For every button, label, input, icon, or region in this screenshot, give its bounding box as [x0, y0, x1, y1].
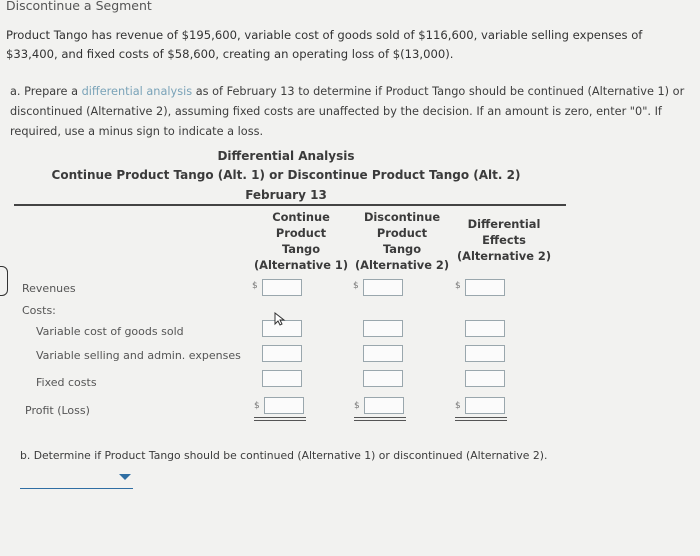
chevron-down-icon	[119, 474, 131, 480]
col1-line1: Continue	[272, 210, 330, 224]
input-vcogs-alt2[interactable]	[363, 320, 403, 337]
part-b-instructions: b. Determine if Product Tango should be continued (Alternative 1) or discontinued (Alternative 2).	[20, 449, 548, 462]
dollar-sign: $	[252, 281, 258, 291]
input-profit-alt2[interactable]	[364, 397, 404, 414]
analysis-title: Differential Analysis	[217, 149, 355, 163]
analysis-subtitle: Continue Product Tango (Alt. 1) or Discontinue Product Tango (Alt. 2)	[51, 168, 521, 182]
row-label-variable-cogs: Variable cost of goods sold	[36, 325, 184, 338]
col2-line1: Discontinue	[363, 210, 441, 224]
input-profit-alt1[interactable]	[264, 397, 304, 414]
double-underline	[455, 417, 507, 418]
header-rule	[14, 204, 566, 206]
mouse-cursor-icon	[274, 312, 286, 326]
col1-line4: (Alternative 1)	[253, 258, 349, 272]
col1-line3: Tango	[281, 242, 321, 256]
part-a-prefix: a. Prepare a	[10, 85, 82, 98]
input-fixed-alt1[interactable]	[262, 370, 302, 387]
part-a-suffix: as of February 13 to determine if Product Tango should be continued (Alternative 1) or discontinued (Alternative 2), assuming fixed costs are unaffected by the decision. If an amount is zero, enter "0". If required, use a minus sign to indicate a loss.	[10, 85, 685, 138]
column-header-differential	[452, 216, 556, 264]
differential-analysis-link[interactable]: differential analysis	[81, 85, 193, 98]
decision-dropdown[interactable]	[20, 470, 133, 489]
input-revenues-diff[interactable]	[465, 279, 505, 296]
double-underline	[354, 420, 406, 421]
left-bracket-marker	[0, 266, 8, 296]
col2-line2: Product	[376, 226, 428, 240]
input-revenues-alt2[interactable]	[363, 279, 403, 296]
col2-line4: (Alternative 2)	[354, 258, 450, 272]
row-label-profit-loss: Profit (Loss)	[25, 404, 90, 417]
col2-line3: Tango	[382, 242, 422, 256]
double-underline	[354, 417, 406, 418]
row-label-variable-selling: Variable selling and admin. expenses	[36, 349, 241, 362]
double-underline	[254, 417, 306, 418]
problem-intro: Product Tango has revenue of $195,600, variable cost of goods sold of $116,600, variable selling expenses of $33,400, and fixed costs of $58,600, creating an operating loss of $(13,000).	[6, 28, 643, 61]
part-a-instructions	[10, 82, 690, 142]
page-title: Discontinue a Segment	[6, 0, 152, 13]
double-underline	[455, 420, 507, 421]
column-header-alt1	[250, 209, 352, 273]
row-label-costs: Costs:	[22, 304, 56, 317]
analysis-date: February 13	[245, 188, 327, 202]
input-fixed-diff[interactable]	[465, 370, 505, 387]
col3-line3: (Alternative 2)	[456, 249, 552, 263]
dollar-sign: $	[455, 401, 461, 411]
input-vcogs-diff[interactable]	[465, 320, 505, 337]
dollar-sign: $	[254, 401, 260, 411]
input-revenues-alt1[interactable]	[262, 279, 302, 296]
input-vsell-alt2[interactable]	[363, 345, 403, 362]
row-label-revenues: Revenues	[22, 282, 76, 295]
col3-line2: Effects	[482, 233, 526, 247]
row-label-fixed-costs: Fixed costs	[36, 376, 97, 389]
column-header-alt2	[352, 209, 452, 273]
dollar-sign: $	[455, 281, 461, 291]
dollar-sign: $	[354, 401, 360, 411]
input-vsell-diff[interactable]	[465, 345, 505, 362]
col1-line2: Product	[275, 226, 327, 240]
input-fixed-alt2[interactable]	[363, 370, 403, 387]
double-underline	[254, 420, 306, 421]
col3-line1: Differential	[467, 217, 541, 231]
dollar-sign: $	[353, 281, 359, 291]
input-profit-diff[interactable]	[465, 397, 505, 414]
input-vsell-alt1[interactable]	[262, 345, 302, 362]
